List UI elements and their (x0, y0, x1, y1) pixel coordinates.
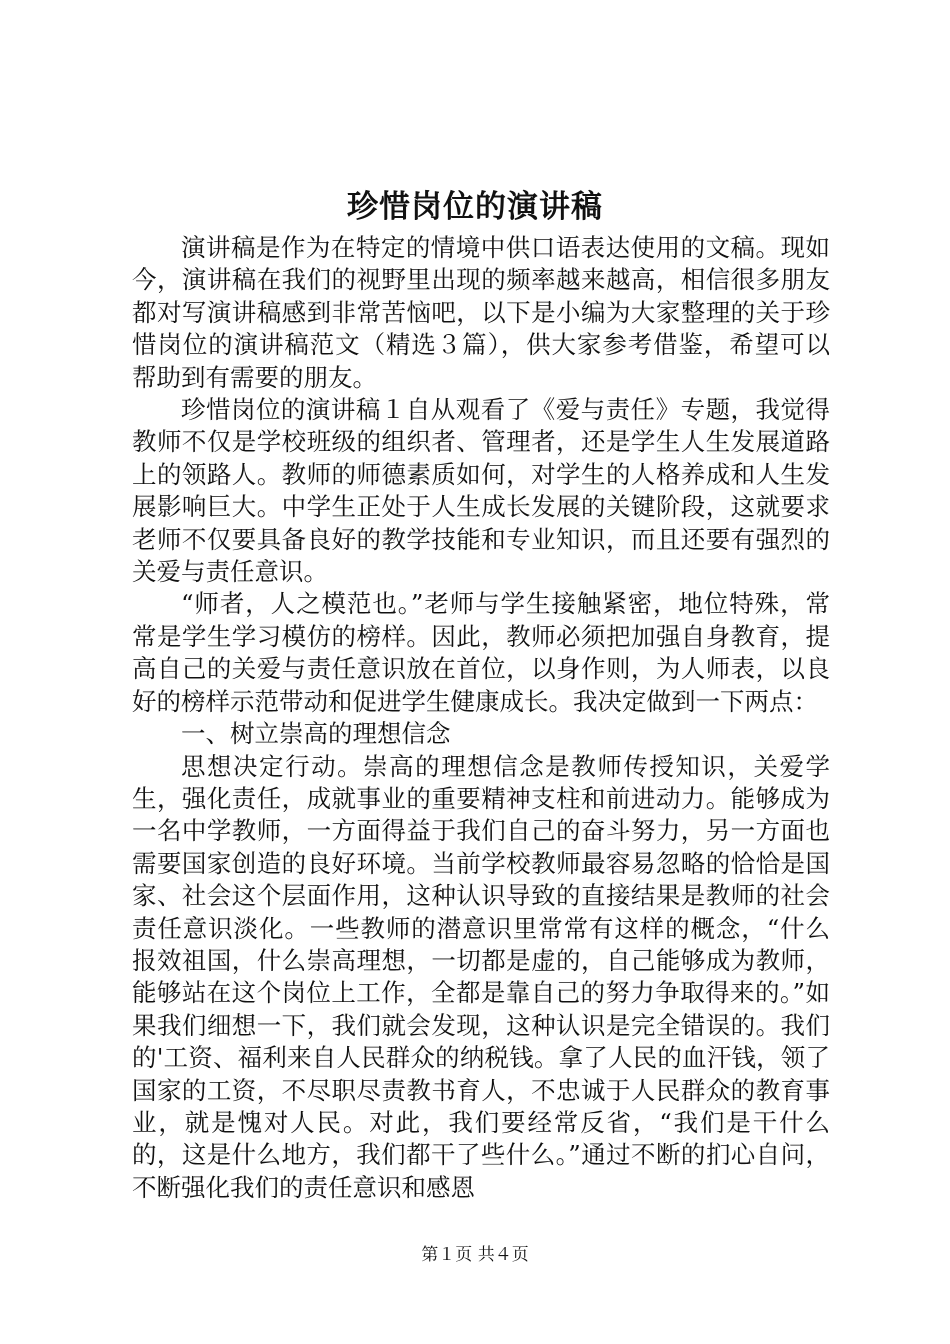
document-title: 珍惜岗位的演讲稿 (347, 189, 603, 225)
document-body (132, 232, 830, 1204)
page-number-footer: 第１页 共４页 (421, 1245, 529, 1265)
paragraph-teacher-model: “师者，人之模范也。”老师与学生接触紧密，地位特殊，常常是学生学习模仿的榜样。因此，教师必须把加强自身教育，提高自己的关爱与责任意识放在首位，以身作则，为人师表，以良好的榜样示范带动和促进学生健康成长。我决定做到一下两点： (132, 589, 830, 716)
section-heading-ideals: 一、树立崇高的理想信念 (181, 719, 451, 749)
paragraph-thought-action: 思想决定行动。崇高的理想信念是教师传授知识，关爱学生，强化责任，成就事业的重要精神支柱和前进动力。能够成为一名中学教师，一方面得益于我们自己的奋斗努力，另一方面也需要国家创造的良好环境。当前学校教师最容易忽略的恰恰是国家、社会这个层面作用，这种认识导致的直接结果是教师的社会责任意识淡化。一些教师的潜意识里常常有这样的概念，“什么报效祖国，什么崇高理想，一切都是虚的，自己能够成为教师，能够站在这个岗位上工作，全都是靠自己的努力争取得来的。”如果我们细想一下，我们就会发现，这种认识是完全错误的。我们的'工资、福利来自人民群众的纳税钱。拿了人民的血汗钱，领了国家的工资，不尽职尽责教书育人，不忠诚于人民群众的教育事业，就是愧对人民。对此，我们要经常反省，“我们是干什么的，这是什么地方，我们都干了些什么。”通过不断的扪心自问，不断强化我们的责任意识和感恩 (132, 751, 830, 1202)
paragraph-speech-1: 珍惜岗位的演讲稿１自从观看了《爱与责任》专题，我觉得教师不仅是学校班级的组织者、管理者，还是学生人生发展道路上的领路人。教师的师德素质如何，对学生的人格养成和人生发展影响巨大。中学生正处于人生成长发展的关键阶段，这就要求老师不仅要具备良好的教学技能和专业知识，而且还要有强烈的关爱与责任意识。 (132, 395, 830, 587)
paragraph-intro: 演讲稿是作为在特定的情境中供口语表达使用的文稿。现如今，演讲稿在我们的视野里出现的频率越来越高，相信很多朋友都对写演讲稿感到非常苦恼吧，以下是小编为大家整理的关于珍惜岗位的演讲稿范文（精选３篇），供大家参考借鉴，希望可以帮助到有需要的朋友。 (132, 233, 830, 392)
